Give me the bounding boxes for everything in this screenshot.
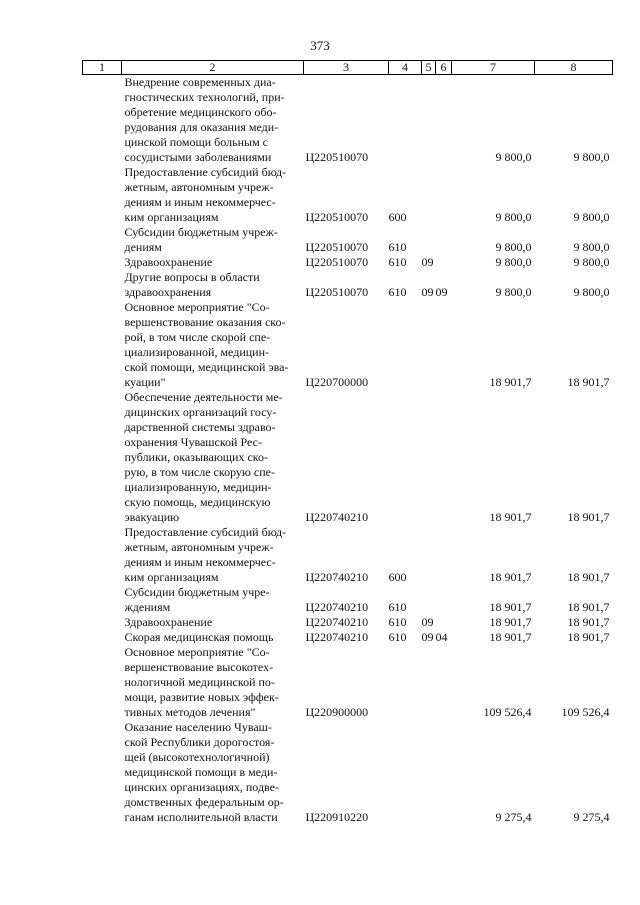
description-line: тивных методов лечения" [124, 705, 256, 719]
amount-cell: 109 526,4 [561, 705, 610, 719]
description-line: ким организациям [124, 210, 219, 224]
expense-type-cell: 600 [388, 570, 407, 584]
description-line: жетным, автономным учреж- [124, 180, 274, 194]
budget-table [82, 60, 613, 825]
subsection-cell [436, 615, 452, 630]
section-cell [422, 645, 436, 720]
description-line: Субсидии бюджетным учреж- [124, 225, 278, 239]
subsection-cell: 04 [435, 630, 448, 644]
amount-cell: 9 800,0 [573, 240, 610, 254]
description-line: Предоставление субсидий бюд- [124, 165, 287, 179]
section-cell [422, 165, 436, 225]
description-line: дицинских организаций госу- [124, 405, 277, 419]
empty-cell [83, 630, 122, 645]
amount-cell: 9 800,0 [573, 150, 610, 164]
description-line: эвакуацию [124, 510, 180, 524]
target-code-cell: Ц220510070 [305, 150, 369, 164]
section-cell [422, 585, 436, 615]
column-header: 8 [535, 61, 613, 75]
expense-type-cell [389, 75, 422, 166]
description-line: рой, в том числе скорой спе- [124, 330, 271, 344]
target-code-cell: Ц220700000 [305, 375, 369, 389]
description-line: циализированную, медицин- [124, 480, 272, 494]
target-code-cell: Ц220900000 [305, 705, 369, 719]
empty-cell [83, 615, 122, 630]
subsection-cell [436, 225, 452, 255]
empty-cell [83, 525, 122, 585]
description-cell [122, 720, 304, 825]
table-row [83, 225, 613, 255]
description-cell [122, 165, 304, 225]
column-header: 7 [452, 61, 535, 75]
description-line: Обеспечение деятельности ме- [124, 390, 283, 404]
column-header: 6 [436, 61, 452, 75]
subsection-cell [436, 300, 452, 390]
expense-type-cell: 610 [388, 255, 407, 269]
table-row [83, 720, 613, 825]
description-line: Внедрение современных диа- [124, 75, 276, 89]
expense-type-cell: 610 [388, 240, 407, 254]
empty-cell [83, 270, 122, 300]
description-line: дениям и иным некоммерчес- [124, 195, 276, 209]
description-cell [122, 75, 304, 166]
empty-cell [83, 165, 122, 225]
expense-type-cell [389, 390, 422, 525]
description-line: дениям [124, 240, 162, 254]
amount-cell: 9 800,0 [573, 210, 610, 224]
target-code-cell: Ц220510070 [305, 285, 369, 299]
subsection-cell [436, 720, 452, 825]
description-cell [122, 645, 304, 720]
description-line: ганам исполнительной власти [124, 810, 278, 824]
amount-cell: 9 800,0 [495, 150, 532, 164]
empty-cell [83, 225, 122, 255]
amount-cell: 9 275,4 [495, 810, 532, 824]
subsection-cell [436, 645, 452, 720]
description-cell [122, 225, 304, 255]
amount-cell: 9 800,0 [495, 255, 532, 269]
description-line: циализированной, медицин- [124, 345, 269, 359]
section-cell [422, 390, 436, 525]
description-line: дарственной системы здраво- [124, 420, 276, 434]
subsection-cell [436, 390, 452, 525]
description-line: мощи, развитие новых эффек- [124, 690, 279, 704]
amount-cell: 18 901,7 [567, 570, 610, 584]
target-code-cell: Ц220910220 [305, 810, 369, 824]
amount-cell: 9 800,0 [573, 285, 610, 299]
expense-type-cell: 610 [388, 630, 407, 644]
description-line: ской помощи, медицинской эва- [124, 360, 289, 374]
column-header: 3 [304, 61, 389, 75]
empty-cell [83, 720, 122, 825]
amount-cell: 18 901,7 [489, 510, 532, 524]
table-row [83, 615, 613, 630]
description-cell [122, 630, 304, 645]
amount-cell: 18 901,7 [567, 600, 610, 614]
description-cell [122, 270, 304, 300]
table-row [83, 255, 613, 270]
description-line: гностических технологий, при- [124, 90, 285, 104]
description-line: рудования для оказания меди- [124, 120, 279, 134]
table-row [83, 525, 613, 585]
table-row [83, 165, 613, 225]
amount-cell: 18 901,7 [567, 375, 610, 389]
target-code-cell: Ц220740210 [305, 600, 369, 614]
table-body [83, 75, 613, 826]
description-line: обретение медицинского обо- [124, 105, 277, 119]
amount-cell: 18 901,7 [489, 615, 532, 629]
description-cell [122, 525, 304, 585]
description-line: цинской помощи больным с [124, 135, 268, 149]
amount-cell: 18 901,7 [567, 510, 610, 524]
target-code-cell: Ц220510070 [305, 255, 369, 269]
description-cell [122, 255, 304, 270]
table-row [83, 585, 613, 615]
section-cell: 09 [421, 285, 434, 299]
description-cell [122, 390, 304, 525]
expense-type-cell [389, 645, 422, 720]
empty-cell [83, 75, 122, 166]
amount-cell: 18 901,7 [489, 600, 532, 614]
amount-cell: 9 800,0 [495, 210, 532, 224]
table-header-row [83, 61, 613, 75]
section-cell: 09 [421, 630, 434, 644]
table-row [83, 300, 613, 390]
amount-cell: 9 800,0 [573, 255, 610, 269]
description-line: охранения Чувашской Рес- [124, 435, 262, 449]
description-line: Оказание населению Чуваш- [124, 720, 272, 734]
expense-type-cell: 610 [388, 600, 407, 614]
description-line: медицинской помощи в меди- [124, 765, 278, 779]
column-header: 1 [83, 61, 122, 75]
target-code-cell: Ц220740210 [305, 570, 369, 584]
description-line: Субсидии бюджетным учре- [124, 585, 270, 599]
amount-cell: 18 901,7 [489, 375, 532, 389]
amount-cell: 9 800,0 [495, 285, 532, 299]
amount-cell: 18 901,7 [489, 570, 532, 584]
empty-cell [83, 390, 122, 525]
page-number: 373 [310, 38, 330, 53]
description-line: Скорая медицинская помощь [124, 630, 274, 644]
description-line: Основное мероприятие "Со- [124, 645, 270, 659]
table-row [83, 270, 613, 300]
description-line: сосудистыми заболеваниями [124, 150, 272, 164]
subsection-cell [436, 255, 452, 270]
target-code-cell: Ц220740210 [305, 630, 369, 644]
section-cell [422, 75, 436, 166]
target-code-cell: Ц220510070 [305, 240, 369, 254]
expense-type-cell [389, 300, 422, 390]
empty-cell [83, 645, 122, 720]
expense-type-cell: 610 [388, 615, 407, 629]
table-row [83, 75, 613, 166]
description-cell [122, 585, 304, 615]
target-code-cell: Ц220510070 [305, 210, 369, 224]
empty-cell [83, 255, 122, 270]
amount-cell: 9 275,4 [573, 810, 610, 824]
column-header: 4 [389, 61, 422, 75]
amount-cell: 18 901,7 [567, 630, 610, 644]
expense-type-cell [389, 720, 422, 825]
section-cell [422, 300, 436, 390]
description-line: скую помощь, медицинскую [124, 495, 271, 509]
description-line: Предоставление субсидий бюд- [124, 525, 287, 539]
amount-cell: 9 800,0 [495, 240, 532, 254]
target-code-cell: Ц220740210 [305, 615, 369, 629]
description-line: щей (высокотехнологичной) [124, 750, 270, 764]
section-cell: 09 [421, 615, 434, 629]
description-cell [122, 615, 304, 630]
description-line: ким организациям [124, 570, 219, 584]
description-line: Здравоохранение [124, 615, 213, 629]
amount-cell: 18 901,7 [489, 630, 532, 644]
table-row [83, 390, 613, 525]
subsection-cell [436, 585, 452, 615]
empty-cell [83, 585, 122, 615]
description-line: Здравоохранение [124, 255, 213, 269]
expense-type-cell: 600 [388, 210, 407, 224]
description-line: здравоохранения [124, 285, 212, 299]
description-line: цинских организациях, подве- [124, 780, 279, 794]
subsection-cell: 09 [435, 285, 448, 299]
section-cell [422, 720, 436, 825]
description-line: нологичной медицинской по- [124, 675, 275, 689]
section-cell [422, 525, 436, 585]
description-line: вершенствование высокотех- [124, 660, 274, 674]
empty-cell [83, 300, 122, 390]
amount-cell: 109 526,4 [483, 705, 532, 719]
table-row [83, 645, 613, 720]
description-line: домственных федеральным ор- [124, 795, 284, 809]
column-header: 2 [122, 61, 304, 75]
description-line: рую, в том числе скорую спе- [124, 465, 275, 479]
section-cell [422, 225, 436, 255]
expense-type-cell: 610 [388, 285, 407, 299]
target-code-cell: Ц220740210 [305, 510, 369, 524]
description-line: вершенствование оказания ско- [124, 315, 286, 329]
description-line: ждениям [124, 600, 171, 614]
column-header: 5 [422, 61, 436, 75]
description-line: куации" [124, 375, 166, 389]
subsection-cell [436, 75, 452, 166]
description-cell [122, 300, 304, 390]
description-line: Основное мероприятие "Со- [124, 300, 270, 314]
amount-cell: 18 901,7 [567, 615, 610, 629]
section-cell: 09 [421, 255, 434, 269]
description-line: жетным, автономным учреж- [124, 540, 274, 554]
table-row [83, 630, 613, 645]
description-line: дениям и иным некоммерчес- [124, 555, 276, 569]
subsection-cell [436, 525, 452, 585]
subsection-cell [436, 165, 452, 225]
description-line: публики, оказывающих ско- [124, 450, 269, 464]
description-line: ской Республики дорогостоя- [124, 735, 275, 749]
description-line: Другие вопросы в области [124, 270, 260, 284]
